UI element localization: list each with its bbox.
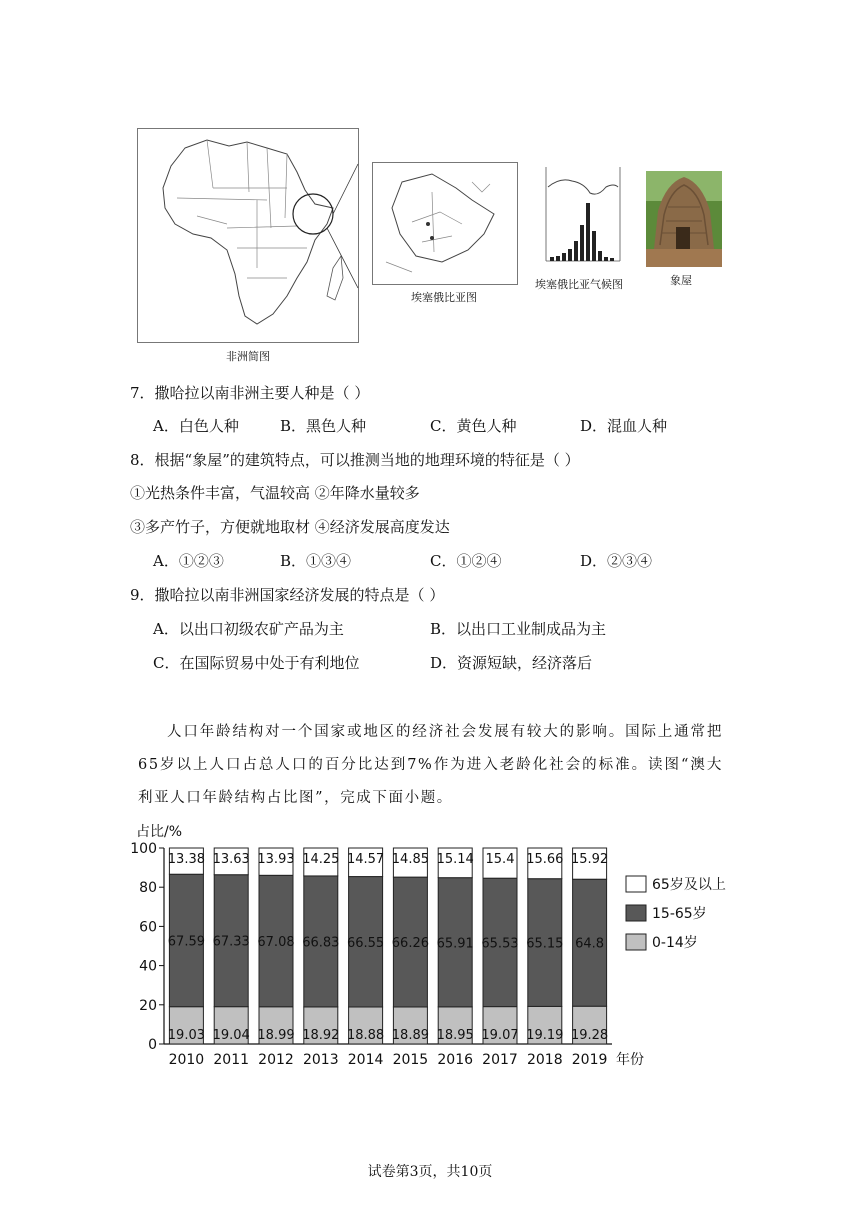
chart-data-label: 19.07 bbox=[481, 1028, 519, 1043]
chart-data-label: 18.88 bbox=[346, 1028, 385, 1043]
chart-data-label: 67.59 bbox=[167, 934, 206, 950]
chart-legend-label: 65岁及以上 bbox=[652, 877, 726, 893]
chart-x-axis-label: 年份 bbox=[616, 1052, 644, 1068]
chart-legend-swatch bbox=[626, 876, 646, 892]
chart-x-tick-label: 2019 bbox=[571, 1052, 608, 1068]
chart-data-label: 19.28 bbox=[570, 1028, 609, 1043]
question-9-option-b: B．以出口工业制成品为主 bbox=[430, 620, 607, 638]
question-7-option-d: D．混血人种 bbox=[580, 417, 668, 435]
chart-data-label: 65.53 bbox=[481, 936, 519, 952]
chart-data-label: 67.33 bbox=[212, 934, 250, 950]
question-9-stem: 9．撒哈拉以南非洲国家经济发展的特点是（ ） bbox=[130, 586, 445, 604]
chart-x-tick-label: 2010 bbox=[168, 1052, 205, 1068]
chart-x-tick-label: 2011 bbox=[213, 1052, 250, 1068]
chart-data-label: 14.85 bbox=[391, 852, 430, 867]
chart-data-label: 15.92 bbox=[570, 852, 609, 867]
question-8-stem: 8．根据“象屋”的建筑特点，可以推测当地的地理环境的特征是（ ） bbox=[130, 451, 580, 469]
chart-y-tick-label: 60 bbox=[139, 919, 157, 936]
question-7-option-a: A．白色人种 bbox=[153, 417, 239, 435]
chart-y-tick-label: 80 bbox=[139, 880, 157, 897]
chart-data-label: 13.93 bbox=[257, 852, 295, 867]
chart-data-label: 19.19 bbox=[526, 1028, 564, 1043]
chart-data-label: 15.14 bbox=[436, 852, 474, 867]
chart-data-label: 14.25 bbox=[302, 852, 340, 867]
africa-map-caption: 非洲简图 bbox=[226, 350, 270, 363]
chart-data-label: 14.57 bbox=[346, 852, 385, 867]
chart-data-label: 64.8 bbox=[575, 936, 605, 952]
chart-data-label: 18.99 bbox=[257, 1028, 295, 1043]
question-7-option-b: B．黑色人种 bbox=[280, 417, 367, 435]
chart-y-tick-label: 0 bbox=[148, 1037, 157, 1053]
question-9-option-a: A．以出口初级农矿产品为主 bbox=[153, 620, 344, 638]
ethiopia-map bbox=[372, 162, 518, 285]
question-8-option-a: A．①②③ bbox=[153, 552, 224, 570]
chart-data-label: 15.4 bbox=[485, 852, 515, 867]
chart-data-label: 67.08 bbox=[257, 935, 295, 951]
chart-legend-swatch bbox=[626, 934, 646, 950]
ethiopia-map-caption: 埃塞俄比亚图 bbox=[411, 291, 477, 304]
chart-legend-label: 15-65岁 bbox=[652, 906, 707, 922]
passage-text: 人口年龄结构对一个国家或地区的经济社会发展有较大的影响。国际上通常把65岁以上人口占总人口的百分比达到7%作为进入老龄化社会的标准。读图“澳大利亚人口年龄结构占比图”，完成下面小题。 bbox=[138, 724, 723, 806]
chart-legend-swatch bbox=[626, 905, 646, 921]
climate-chart-caption: 埃塞俄比亚气候图 bbox=[535, 278, 623, 291]
chart-data-label: 66.26 bbox=[391, 936, 430, 952]
question-8-option-c: C．①②④ bbox=[430, 552, 502, 570]
question-9-option-d: D．资源短缺，经济落后 bbox=[430, 654, 593, 672]
chart-data-label: 19.04 bbox=[212, 1028, 250, 1043]
page-footer: 试卷第3页，共10页 bbox=[367, 1164, 493, 1180]
chart-x-tick-label: 2012 bbox=[258, 1052, 294, 1068]
chart-data-label: 13.38 bbox=[167, 852, 206, 867]
figure-row bbox=[0, 0, 860, 370]
chart-y-axis-label: 占比/% bbox=[136, 824, 183, 840]
africa-map bbox=[137, 128, 359, 343]
chart-y-tick-label: 100 bbox=[130, 841, 157, 857]
question-9-option-c: C．在国际贸易中处于有利地位 bbox=[153, 654, 360, 672]
climate-chart bbox=[536, 157, 630, 269]
chart-data-label: 66.83 bbox=[302, 935, 340, 951]
chart-x-tick-label: 2016 bbox=[437, 1052, 474, 1068]
chart-data-label: 13.63 bbox=[212, 852, 250, 867]
chart-data-label: 18.89 bbox=[391, 1028, 430, 1043]
chart-data-label: 15.66 bbox=[526, 852, 564, 867]
chart-legend-label: 0-14岁 bbox=[652, 935, 698, 951]
question-7-option-c: C．黄色人种 bbox=[430, 417, 517, 435]
chart-x-tick-label: 2018 bbox=[526, 1052, 563, 1068]
chart-x-tick-label: 2015 bbox=[392, 1052, 429, 1068]
question-8-statement-2: ③多产竹子，方便就地取材 ④经济发展高度发达 bbox=[130, 518, 450, 536]
chart-data-label: 18.92 bbox=[302, 1028, 340, 1043]
chart-x-tick-label: 2017 bbox=[482, 1052, 518, 1068]
chart-y-tick-label: 40 bbox=[139, 958, 157, 975]
chart-data-label: 19.03 bbox=[167, 1028, 206, 1043]
elephant-house-photo bbox=[646, 171, 722, 267]
question-7-stem: 7．撒哈拉以南非洲主要人种是（ ） bbox=[130, 384, 370, 402]
chart-data-label: 65.15 bbox=[526, 936, 564, 952]
question-8-option-b: B．①③④ bbox=[280, 552, 352, 570]
chart-data-label: 65.91 bbox=[436, 936, 474, 952]
chart-x-tick-label: 2013 bbox=[302, 1052, 339, 1068]
question-8-option-d: D．②③④ bbox=[580, 552, 653, 570]
chart-y-tick-label: 20 bbox=[139, 997, 157, 1014]
chart-data-label: 66.55 bbox=[346, 935, 385, 951]
chart-data-label: 18.95 bbox=[436, 1028, 474, 1043]
age-structure-chart bbox=[120, 818, 726, 1080]
chart-x-tick-label: 2014 bbox=[347, 1052, 384, 1068]
elephant-house-caption: 象屋 bbox=[670, 274, 692, 287]
question-8-statement-1: ①光热条件丰富，气温较高 ②年降水量较多 bbox=[130, 484, 420, 502]
